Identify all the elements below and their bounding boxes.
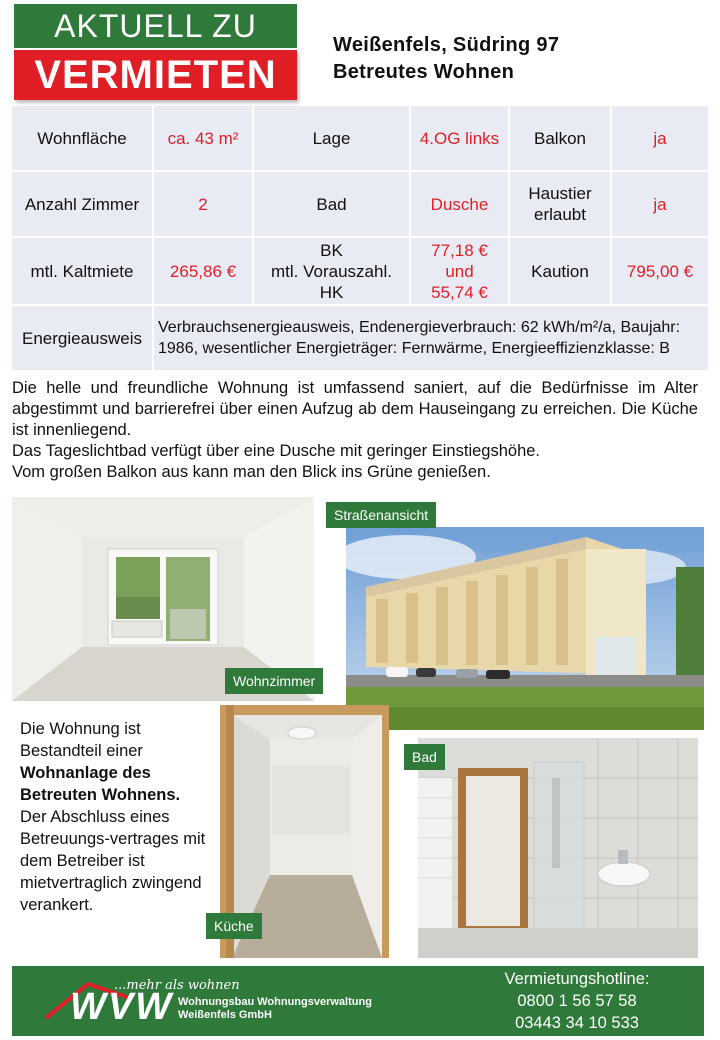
service-info-text: Die Wohnung ist Bestandteil einer — [20, 720, 143, 760]
fact-value: 795,00 € — [612, 238, 708, 304]
fact-label-line: HK — [319, 282, 344, 302]
badge-top-text: AKTUELL ZU — [14, 4, 297, 48]
fact-label — [510, 172, 610, 236]
table-row — [12, 238, 708, 304]
description-paragraph: Das Tageslichtbad verfügt über eine Dusche mit geringer Einstiegshöhe. — [12, 442, 540, 460]
table-row — [12, 306, 708, 370]
fact-value — [411, 238, 508, 304]
fact-label: Bad — [254, 172, 409, 236]
hotline-phone[interactable]: 03443 34 10 533 — [515, 1014, 639, 1032]
fact-label: Lage — [254, 106, 409, 170]
title-address: Weißenfels, Südring 97 — [333, 34, 560, 56]
fact-value: 265,86 € — [154, 238, 252, 304]
table-row — [12, 172, 708, 236]
fact-label: Balkon — [510, 106, 610, 170]
label-wohnzimmer: Wohnzimmer — [225, 668, 323, 694]
hotline — [452, 968, 702, 1034]
fact-value: Dusche — [411, 172, 508, 236]
fact-label-line: erlaubt — [534, 205, 586, 224]
service-info — [20, 718, 210, 916]
page-title — [333, 32, 559, 86]
description-paragraph: Die helle und freundliche Wohnung ist umfassend saniert, auf die Bedürfnisse im Alter abgestimmt und barrierefrei über einen Aufzug ab dem Hauseingang zu erreichen. Die Küche ist innenliegend. — [12, 379, 698, 439]
fact-label: mtl. Kaltmiete — [12, 238, 152, 304]
bathroom-photo — [418, 738, 698, 958]
description-paragraph: Vom großen Balkon aus kann man den Blick ins Grüne genießen. — [12, 463, 491, 481]
service-info-text: Der Abschluss eines Betreuungs-vertrages mit dem Betreiber ist mietvertraglich zwingend verankert. — [20, 808, 206, 914]
fact-value-line: 55,74 € — [431, 282, 488, 302]
company-name-line: Wohnungsbau Wohnungsverwaltung — [178, 996, 372, 1008]
label-kueche: Küche — [206, 913, 262, 939]
fact-value-line: 77,18 € — [431, 240, 488, 260]
fact-label: Kaution — [510, 238, 610, 304]
fact-label-line: mtl. Vorauszahl. — [271, 261, 392, 281]
street-view-photo — [346, 527, 704, 730]
fact-label-line: BK — [320, 240, 343, 260]
footer-tagline: ...mehr als wohnen — [114, 978, 240, 993]
title-subtitle: Betreutes Wohnen — [333, 61, 515, 83]
fact-value: ja — [612, 172, 708, 236]
energy-text: Verbrauchsenergieausweis, Endenergieverbrauch: 62 kWh/m²/a, Baujahr: 1986, wesentlicher Energieträger: Fernwärme, Energieeffizienzklasse: B — [154, 306, 708, 370]
fact-label-line: Haustier — [528, 184, 592, 203]
fact-label: Wohnfläche — [12, 106, 152, 170]
fact-value: ca. 43 m² — [154, 106, 252, 170]
fact-label: Anzahl Zimmer — [12, 172, 152, 236]
company-name — [178, 996, 372, 1022]
fact-label: Energieausweis — [12, 306, 152, 370]
facts-table — [10, 104, 710, 372]
fact-label — [254, 238, 409, 304]
hotline-phone[interactable]: 0800 1 56 57 58 — [517, 992, 637, 1010]
logo-wvw: WVW — [70, 986, 174, 1028]
fact-value: 4.OG links — [411, 106, 508, 170]
company-name-line: Weißenfels GmbH — [178, 1009, 272, 1021]
service-info-bold: Wohnanlage des Betreuten Wohnens. — [20, 764, 181, 804]
fact-value: 2 — [154, 172, 252, 236]
description — [12, 378, 698, 483]
fact-value: ja — [612, 106, 708, 170]
footer-bar — [12, 966, 704, 1036]
label-strassenansicht: Straßenansicht — [326, 502, 436, 528]
table-row — [12, 106, 708, 170]
badge-bottom-text: VERMIETEN — [14, 50, 297, 100]
vermieten-badge — [14, 4, 297, 100]
hotline-label: Vermietungshotline: — [504, 970, 650, 988]
fact-value-line: und — [445, 261, 474, 281]
label-bad: Bad — [404, 744, 445, 770]
